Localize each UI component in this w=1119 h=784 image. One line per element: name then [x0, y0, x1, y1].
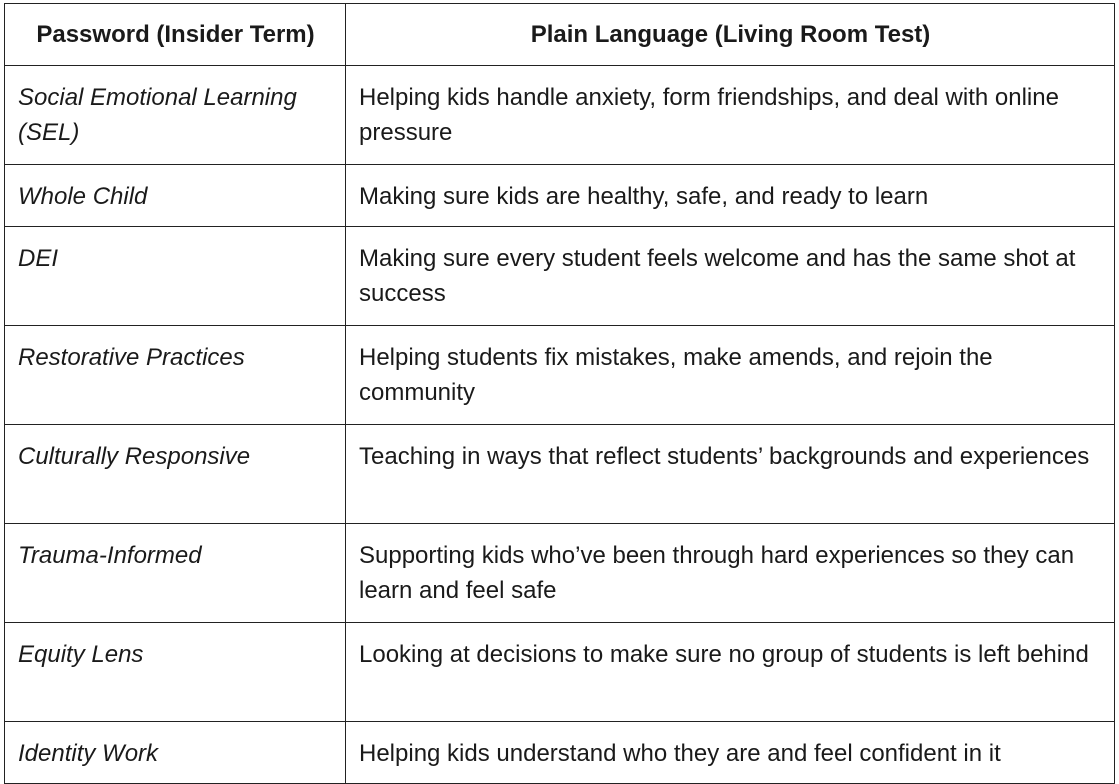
plain-language-cell: Looking at decisions to make sure no group of students is left behind [346, 623, 1115, 722]
plain-language-cell: Making sure kids are healthy, safe, and ready to learn [346, 165, 1115, 227]
table-row [5, 227, 1115, 326]
table-row [5, 722, 1115, 784]
table-row [5, 165, 1115, 227]
term-cell: DEI [5, 227, 346, 326]
plain-language-cell: Teaching in ways that reflect students’ backgrounds and experiences [346, 425, 1115, 524]
table-row [5, 66, 1115, 165]
term-cell: Social Emotional Learning (SEL) [5, 66, 346, 165]
term-cell: Trauma-Informed [5, 524, 346, 623]
term-cell: Culturally Responsive [5, 425, 346, 524]
plain-language-cell: Helping kids handle anxiety, form friendships, and deal with online pressure [346, 66, 1115, 165]
table-row [5, 623, 1115, 722]
term-cell: Restorative Practices [5, 326, 346, 425]
plain-language-cell: Supporting kids who’ve been through hard experiences so they can learn and feel safe [346, 524, 1115, 623]
plain-language-cell: Helping students fix mistakes, make amends, and rejoin the community [346, 326, 1115, 425]
table-row [5, 326, 1115, 425]
table-row [5, 425, 1115, 524]
table-row [5, 524, 1115, 623]
plain-language-cell: Helping kids understand who they are and feel confident in it [346, 722, 1115, 784]
term-cell: Whole Child [5, 165, 346, 227]
table-header-row [5, 4, 1115, 66]
column-header-insider-term: Password (Insider Term) [5, 4, 346, 66]
term-cell: Identity Work [5, 722, 346, 784]
terms-table [4, 3, 1115, 784]
term-cell: Equity Lens [5, 623, 346, 722]
column-header-plain-language: Plain Language (Living Room Test) [346, 4, 1115, 66]
plain-language-cell: Making sure every student feels welcome and has the same shot at success [346, 227, 1115, 326]
